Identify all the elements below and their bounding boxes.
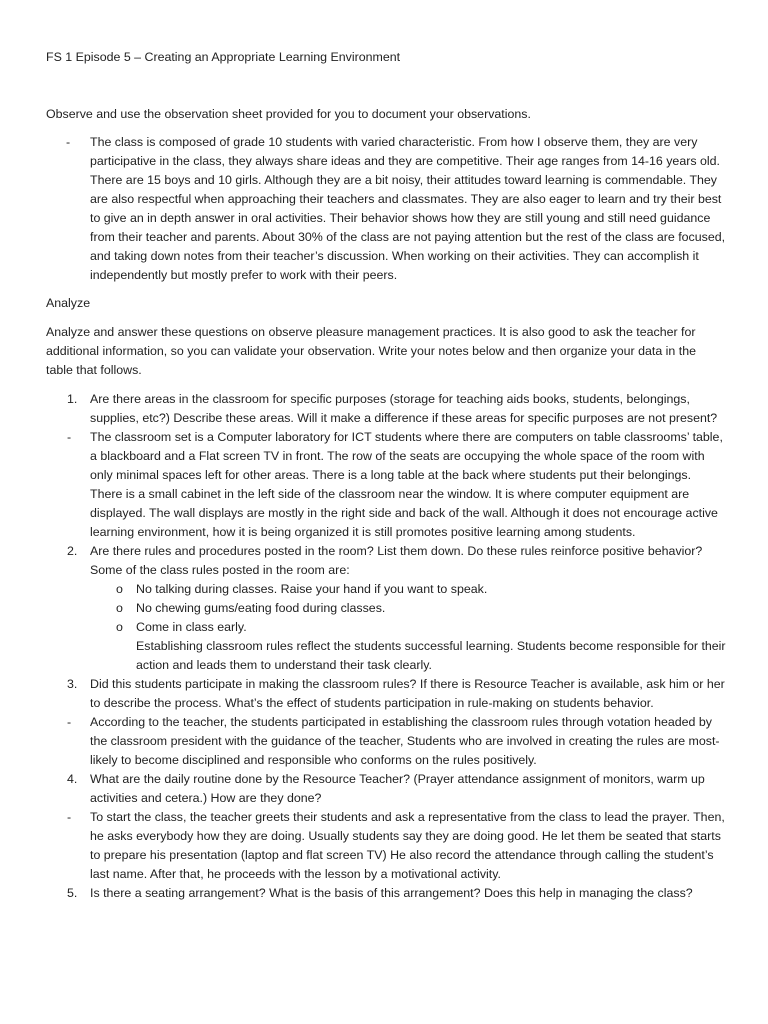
question-number: 4. [67,772,78,786]
question-number: 5. [67,886,78,900]
intro-paragraph: Observe and use the observation sheet provided for you to document your observations. [46,107,531,121]
question-5 [46,884,726,903]
rules-lead-text: Some of the class rules posted in the room are: [90,563,350,577]
rule-text: Come in class early. [136,620,247,634]
bullet-marker: o [116,582,123,596]
analyze-heading: Analyze [46,296,91,310]
question-3 [46,675,726,713]
bullet-marker: o [116,601,123,615]
question-list [46,390,726,903]
document-title: FS 1 Episode 5 – Creating an Appropriate Learning Environment [46,50,401,64]
question-text: Are there areas in the classroom for specific purposes (storage for teaching aids books, students, belongings, supplies, etc?) Describe these areas. Will it make a difference if these areas for specific purposes are not present? [90,392,718,425]
dash-marker: - [67,715,72,729]
question-number: 2. [67,544,78,558]
dash-marker: - [67,810,72,824]
rules-comment [46,637,726,675]
dash-marker: - [67,430,72,444]
rule-item [46,580,726,599]
rule-item [46,599,726,618]
answer-1 [46,428,726,542]
question-text: What are the daily routine done by the Resource Teacher? (Prayer attendance assignment of monitors, warm up activities and cetera.) How are they done? [90,772,705,805]
dash-marker: - [66,135,71,149]
question-number: 1. [67,392,78,406]
question-2 [46,542,726,561]
rules-comment-text: Establishing classroom rules reflect the students successful learning. Students become responsible for their action and leads them to understand their task clearly. [136,639,726,672]
question-4 [46,770,726,808]
question-1 [46,390,726,428]
rule-text: No talking during classes. Raise your hand if you want to speak. [136,582,488,596]
question-number: 3. [67,677,78,691]
rules-lead [46,561,726,580]
observation-block [46,133,726,285]
question-text: Is there a seating arrangement? What is the basis of this arrangement? Does this help in managing the class? [90,886,693,900]
question-text: Did this students participate in making the classroom rules? If there is Resource Teacher is available, ask him or her to describe the process. What’s the effect of students participation in rule-making on students behavior. [90,677,725,710]
analyze-paragraph: Analyze and answer these questions on observe pleasure management practices. It is also good to ask the teacher for additional information, so you can validate your observation. Write your notes below and then organize your data in the table that follows. [46,325,696,377]
rule-text: No chewing gums/eating food during classes. [136,601,386,615]
answer-text: To start the class, the teacher greets their students and ask a representative from the class to lead the prayer. Then, he asks everybody how they are doing. Usually students say they are doing good. He let them be seated that starts to prepare his presentation (laptop and flat screen TV) He also record the attendance through calling the student’s last name. After that, he proceeds with the lesson by a motivational activity. [90,810,725,881]
question-text: Are there rules and procedures posted in the room? List them down. Do these rules reinforce positive behavior? [90,544,703,558]
bullet-marker: o [116,620,123,634]
answer-3 [46,713,726,770]
observation-text: The class is composed of grade 10 students with varied characteristic. From how I observe them, they are very participative in the class, they always share ideas and they are competitive. Their age ranges from 14-16 years old. There are 15 boys and 10 girls. Although they are a bit noisy, their attitudes toward learning is commendable. They are also respectful when approaching their teachers and classmates. They are also eager to learn and try their best to give an in depth answer in oral activities. Their behavior shows how they are still young and still need guidance from their teacher and parents. About 30% of the class are not paying attention but the rest of the class are focused, and taking down notes from their teacher’s discussion. When working on their activities. They can accomplish it independently but mostly prefer to work with their peers. [90,135,726,282]
answer-4 [46,808,726,884]
answer-text: According to the teacher, the students participated in establishing the classroom rules through votation headed by the classroom president with the guidance of the teacher, Students who are involved in creating the rules are most-likely to become disciplined and responsible who conforms on the rules positively. [90,715,720,767]
answer-text: The classroom set is a Computer laboratory for ICT students where there are computers on table classrooms’ table, a blackboard and a Flat screen TV in front. The row of the seats are occupying the whole space of the room with only minimal spaces left for other areas. There is a long table at the back where students put their belongings. There is a small cabinet in the left side of the classroom near the window. It is where computer equipment are displayed. The wall displays are mostly in the right side and back of the wall. Although it does not encourage active learning environment, how it is being organized it is still promotes positive learning among students. [90,430,723,539]
rule-item [46,618,726,637]
